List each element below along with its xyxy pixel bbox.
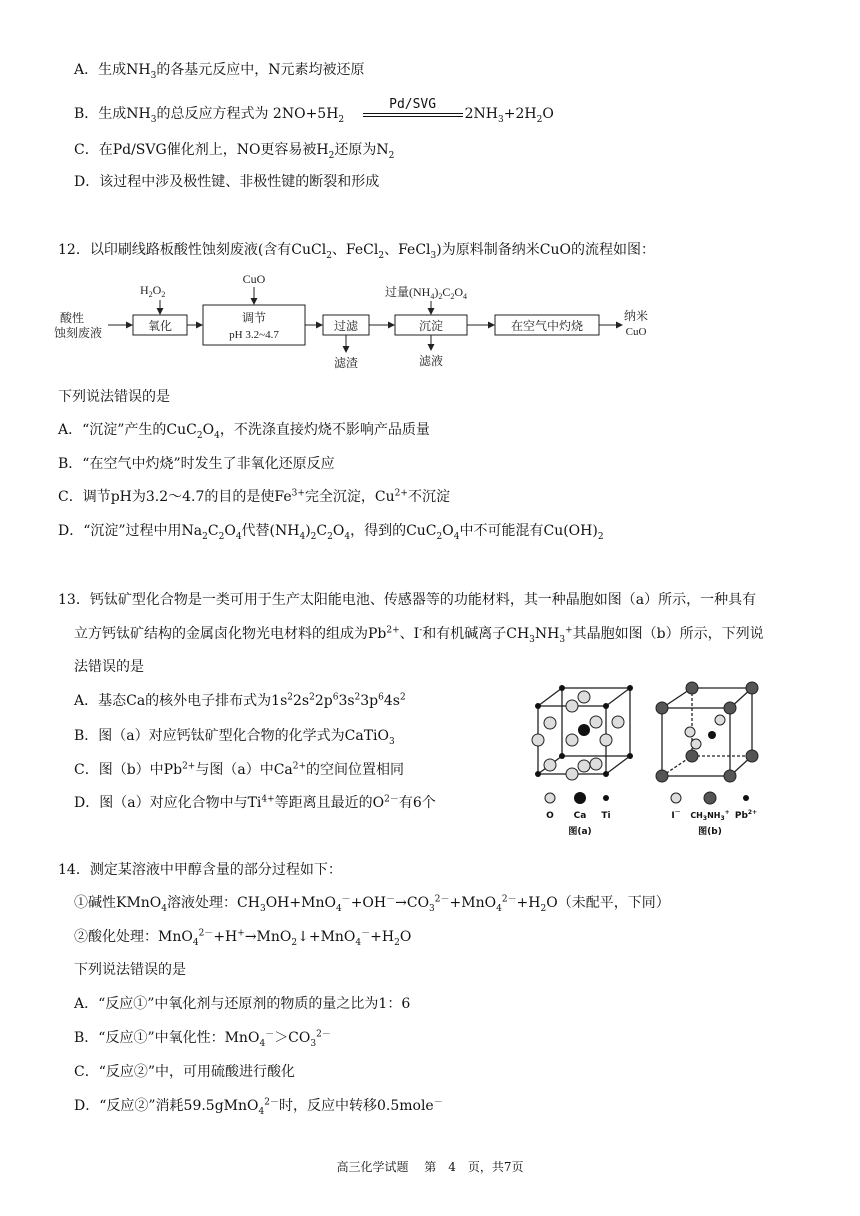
q13-option-a [74,691,406,711]
fig-a-legend-o: O [546,811,554,821]
q11-a-text: A．生成NH [74,62,151,78]
q14-r1-s4: 3 [429,903,435,914]
q12-stem-d: )为原料制备纳米CuO的流程如图： [436,242,655,258]
q14-d-s1: 4 [258,1106,265,1117]
q12-d-s5: 2 [310,531,317,542]
q14-d-b: 时，反应中转移0.5mole [278,1098,434,1114]
q13-line2-s4: 3 [559,634,566,645]
flow-start-line1: 酸性 [59,311,85,325]
q11-b-text: B．生成NH [74,106,151,122]
q14-r2-f: O [399,929,412,945]
q11-d-text: D．该过程中涉及极性键、非极性键的断裂和形成 [74,174,380,190]
q14-r2-sup2: + [237,928,245,939]
flow-box-adjust-line1: 调节 [241,311,267,325]
q14-r2-s1: 4 [192,937,199,948]
q11-b-condition [363,97,463,117]
q13-a-c5: 3s [338,693,355,709]
q12-c-rest: 不沉淀 [407,489,450,505]
fig-b-center-atom [708,731,716,739]
fig-a-ca-atom [578,724,590,736]
q12-stem-sub3: 3 [430,250,437,261]
q13-a-c2: 2 [309,692,315,703]
q12-a-o: O [202,422,215,438]
q14-r2-a: ②酸化处理：MnO [74,929,193,945]
q13-a-c7: 3p [360,693,379,709]
q14-r1-d: +OH [350,895,387,911]
fig-b-legend-i: I－ [671,809,681,821]
q14-r1-a: ①碱性KMnO [74,895,162,911]
q11-c-sub: 2 [328,150,335,161]
flow-cuo-reagent: CuO [242,272,266,286]
q13-line2-sup2: - [419,625,423,636]
q12-a-text: A．“沉淀”产生的CuC [58,422,197,438]
q12-c-text: C．调节pH为3.2～4.7的目的是使Fe [58,489,292,505]
flow-start-line2: 蚀刻废液 [53,326,103,340]
q12-d-s10: 2 [597,531,604,542]
fig-a-o-atoms [532,691,624,780]
q14-r2-s3: 4 [355,937,362,948]
q13-figure-a [528,676,640,840]
q11-option-b [74,97,554,125]
q14-ask [74,960,186,980]
q13-option-d [74,793,436,813]
q14-r2-b: +H [213,929,238,945]
q14-r1-s3: 4 [335,903,342,914]
q14-stem [58,860,342,880]
q14-r1-e: →CO [395,895,430,911]
q11-b-arrow-line2 [363,116,463,117]
q14-r2-s2: 2 [291,937,298,948]
q11-b-sub2: 2 [338,114,345,125]
q12-d-s3: 4 [235,531,242,542]
q14-ask-text: 下列说法错误的是 [74,962,186,978]
q12-d-s7: 4 [344,531,351,542]
q13-d-mid: 等距离且最近的O [274,795,385,811]
q14-r1-sup4: 2－ [501,894,517,905]
q14-r1-h: O（未配平，下同） [546,895,670,911]
fig-b-i-atoms [685,715,725,749]
flow-residue: 滤渣 [333,356,359,370]
q13-c-text: C．图（b）中Pb [74,762,183,778]
q11-b-products: 2NH [464,106,498,122]
q11-c-sub2: 2 [388,150,395,161]
q13-c-sup2: 2+ [292,761,307,772]
q14-b-s1: 4 [259,1038,266,1049]
q11-b-catalyst: Pd/SVG [389,97,437,112]
q14-r1-sup2: － [386,894,396,905]
q14-r1-s5: 4 [496,903,502,914]
q13-a-c6: 2 [354,692,361,703]
q12-d-s8: 2 [436,531,443,542]
q13-a-c0: 2 [287,692,293,703]
page-footer: 高三化学试题 第 4 页，共7页 [336,1160,524,1174]
q12-stem [58,240,655,260]
q12-d-c: C [207,523,219,539]
q12-stem-sub2: 2 [378,250,385,261]
q12-c-sup2: 2+ [394,488,408,499]
q12-d-mid3: 中不可能混有Cu(OH) [459,523,598,539]
q14-option-d [74,1096,443,1116]
q14-r1-f: +MnO [449,895,497,911]
q11-option-d [74,172,379,192]
q13-a-text: A．基态Ca的核外电子排布式为1s [74,693,288,709]
q12-a-sub1: 2 [196,430,203,441]
q13-b-text: B．图（a）对应钙钛矿型化合物的化学式为CaTiO [74,728,389,744]
q14-a-text: A．“反应①”中氧化剂与还原剂的物质的量之比为1：6 [74,996,411,1012]
q13-d-text: D．图（a）对应化合物中与Ti [74,795,262,811]
q14-r2-e: +H [370,929,395,945]
q12-stem-a: 12．以印刷线路板酸性蚀刻废液(含有CuCl [58,242,327,258]
fig-a-legend-ti: Ti [601,811,611,821]
q11-a-sub: 3 [150,70,157,81]
q13-line2-b: 、I [399,626,420,642]
flow-box-oxidize-label: 氧化 [147,319,173,333]
q14-c-text: C．“反应②”中，可用硫酸进行酸化 [74,1064,296,1080]
q13-line1-text: 13．钙钛矿型化合物是一类可用于生产太阳能电池、传感器等的功能材料，其一种晶胞如图（a）所示，一种具有 [58,592,757,608]
fig-b-cube [662,688,752,776]
q13-line2-e: 其晶胞如图（b）所示，下列说 [572,626,764,642]
q11-b-products2: +2H [503,106,537,122]
q14-d-sup2: － [433,1097,443,1108]
q13-line2-c: 和有机碱离子CH [422,626,530,642]
flow-box-calcine-label: 在空气中灼烧 [510,319,584,333]
q13-line3-text: 法错误的是 [74,659,144,675]
q12-d-o: O [224,523,236,539]
q14-r1-s2: 3 [259,903,266,914]
q12-d-c2: C [316,523,328,539]
q14-r1-sup1: － [341,894,351,905]
q11-option-a [74,60,365,80]
q13-line2-a: 立方钙钛矿结构的金属卤化物光电材料的组成为Pb [74,626,387,642]
q12-stem-b: 、FeCl [331,242,379,258]
q14-b-sup2: 2－ [316,1029,331,1040]
flow-reagent-ammonium-oxalate: 过量$(NH_4)_2C_2O_4$ [385,285,468,301]
q13-stem-line2 [74,624,764,644]
q13-line2-s3: 3 [529,634,535,645]
q12-ask-text: 下列说法错误的是 [58,389,170,405]
q13-a-c1: 2s [293,693,310,709]
q12-d-text: D．“沉淀”过程中用Na [58,523,203,539]
q14-r2-sup3: － [361,928,371,939]
fig-b-legend-org: $CH_3NH_3^+$ [690,809,730,822]
q13-option-c [74,760,404,780]
flow-end-line2: CuO [625,326,647,338]
q12-a-sub2: 4 [214,430,220,441]
q13-a-c3: 2p [314,693,333,709]
flow-box-filter-label: 过滤 [333,319,359,333]
q11-a-rest: 的各基元反应中，N元素均被还原 [156,62,365,78]
flow-h2o2: $H_2O_2$ [140,283,166,299]
q12-c-sup1: 3+ [291,488,305,499]
q14-r1-b: 溶液处理：CH [167,895,260,911]
q13-line2-sup3: + [565,625,573,636]
q12-d-mid: 代替(NH [241,523,300,539]
q13-c-rest: 的空间位置相同 [306,762,405,778]
q12-d-s9: 4 [453,531,460,542]
q12-d-s4: 4 [299,531,306,542]
q14-b-sup1: － [265,1029,275,1040]
q14-r1-sup3: 2－ [434,894,450,905]
q12-option-c [58,487,450,507]
q13-figure-b [652,676,772,840]
q11-option-c [74,140,394,160]
q14-b-a: B．“反应①”中氧化性：MnO [74,1030,260,1046]
q14-r2-sup1: 2－ [198,928,214,939]
q14-b-b: ＞CO [274,1030,311,1046]
q12-d-s1: 2 [202,531,208,542]
q12-option-b [58,454,335,474]
q12-stem-c: 、FeCl [384,242,431,258]
flow-end-line1: 纳米 [623,309,649,323]
q12-d-mid2: ，得到的CuC [350,523,437,539]
fig-a-legend [545,792,609,804]
flow-box-precipitate-label: 沉淀 [418,319,444,333]
q14-r1-s1: 4 [161,903,168,914]
q13-stem-line3 [74,657,144,677]
q14-r2-s4: 2 [394,937,400,948]
q13-c-mid: 与图（a）中Ca [195,762,293,778]
q11-b-sub3: 3 [497,114,504,125]
q12-stem-sub1: 2 [326,250,332,261]
q12-a-rest: ，不洗涤直接灼烧不影响产品质量 [219,422,430,438]
q13-a-c8: 6 [378,692,384,703]
q13-line2-sup1: 2+ [386,625,400,636]
q14-r1-g: +H [516,895,541,911]
q12-option-d [58,521,604,541]
q12-c-mid: 完全沉淀，Cu [304,489,395,505]
q13-option-b [74,726,395,746]
q14-reaction-1 [74,893,670,913]
q14-d-a: D．“反应②”消耗59.5gMnO [74,1098,259,1114]
q12-d-p: ) [305,523,311,539]
q14-d-sup1: 2－ [264,1097,279,1108]
q12-d-s6: 2 [327,531,333,542]
q13-a-c9: 4s [383,693,400,709]
q13-b-sub: 3 [389,736,395,747]
fig-a-legend-ca: Ca [573,811,587,821]
q12-d-o2: O [332,523,345,539]
q13-d-sup1: 4+ [261,794,275,805]
fig-a-caption: 图(a) [568,827,592,837]
fig-b-legend [671,792,749,804]
q12-b-text: B．“在空气中灼烧”时发生了非氧化还原反应 [58,456,335,472]
q12-option-a [58,420,430,440]
q11-b-mid: 的总反应方程式为 2NO+5H [156,106,339,122]
q13-line2-d: NH [534,626,560,642]
fig-b-caption: 图(b) [698,827,722,837]
flow-filtrate: 滤液 [418,354,444,368]
q11-c-rest: 还原为N [334,142,389,158]
q14-reaction-2 [74,927,411,947]
q11-b-products3: O [542,106,554,122]
q11-b-sub: 3 [150,114,157,125]
q12-d-s2: 2 [218,531,225,542]
q13-c-sup1: 2+ [182,761,196,772]
q14-r1-c: OH+MnO [265,895,336,911]
fig-b-legend-pb: $Pb^{2+}$ [734,809,758,821]
q11-c-text: C．在Pd/SVG催化剂上，NO更容易被H [74,142,329,158]
q13-a-c4: 6 [332,692,339,703]
q14-option-a [74,994,410,1014]
q12-ask [58,387,170,407]
q12-flow-diagram [50,270,670,375]
q14-r2-d: ↓+MnO [297,929,356,945]
q14-option-c [74,1062,295,1082]
q14-option-b [74,1028,331,1048]
q13-d-sup2: 2－ [384,794,399,805]
q14-r1-s6: 2 [540,903,547,914]
q12-d-o3: O [442,523,454,539]
q13-d-rest: 有6个 [398,795,436,811]
q11-b-sub4: 2 [536,114,543,125]
q14-stem-text: 14．测定某溶液中甲醇含量的部分过程如下： [58,862,342,878]
q14-b-s2: 3 [310,1038,317,1049]
q13-a-c10: 2 [399,692,406,703]
q13-stem-line1 [58,590,756,610]
flow-box-adjust-line2: pH 3.2~4.7 [229,329,279,341]
q14-r2-c: →MnO [244,929,292,945]
